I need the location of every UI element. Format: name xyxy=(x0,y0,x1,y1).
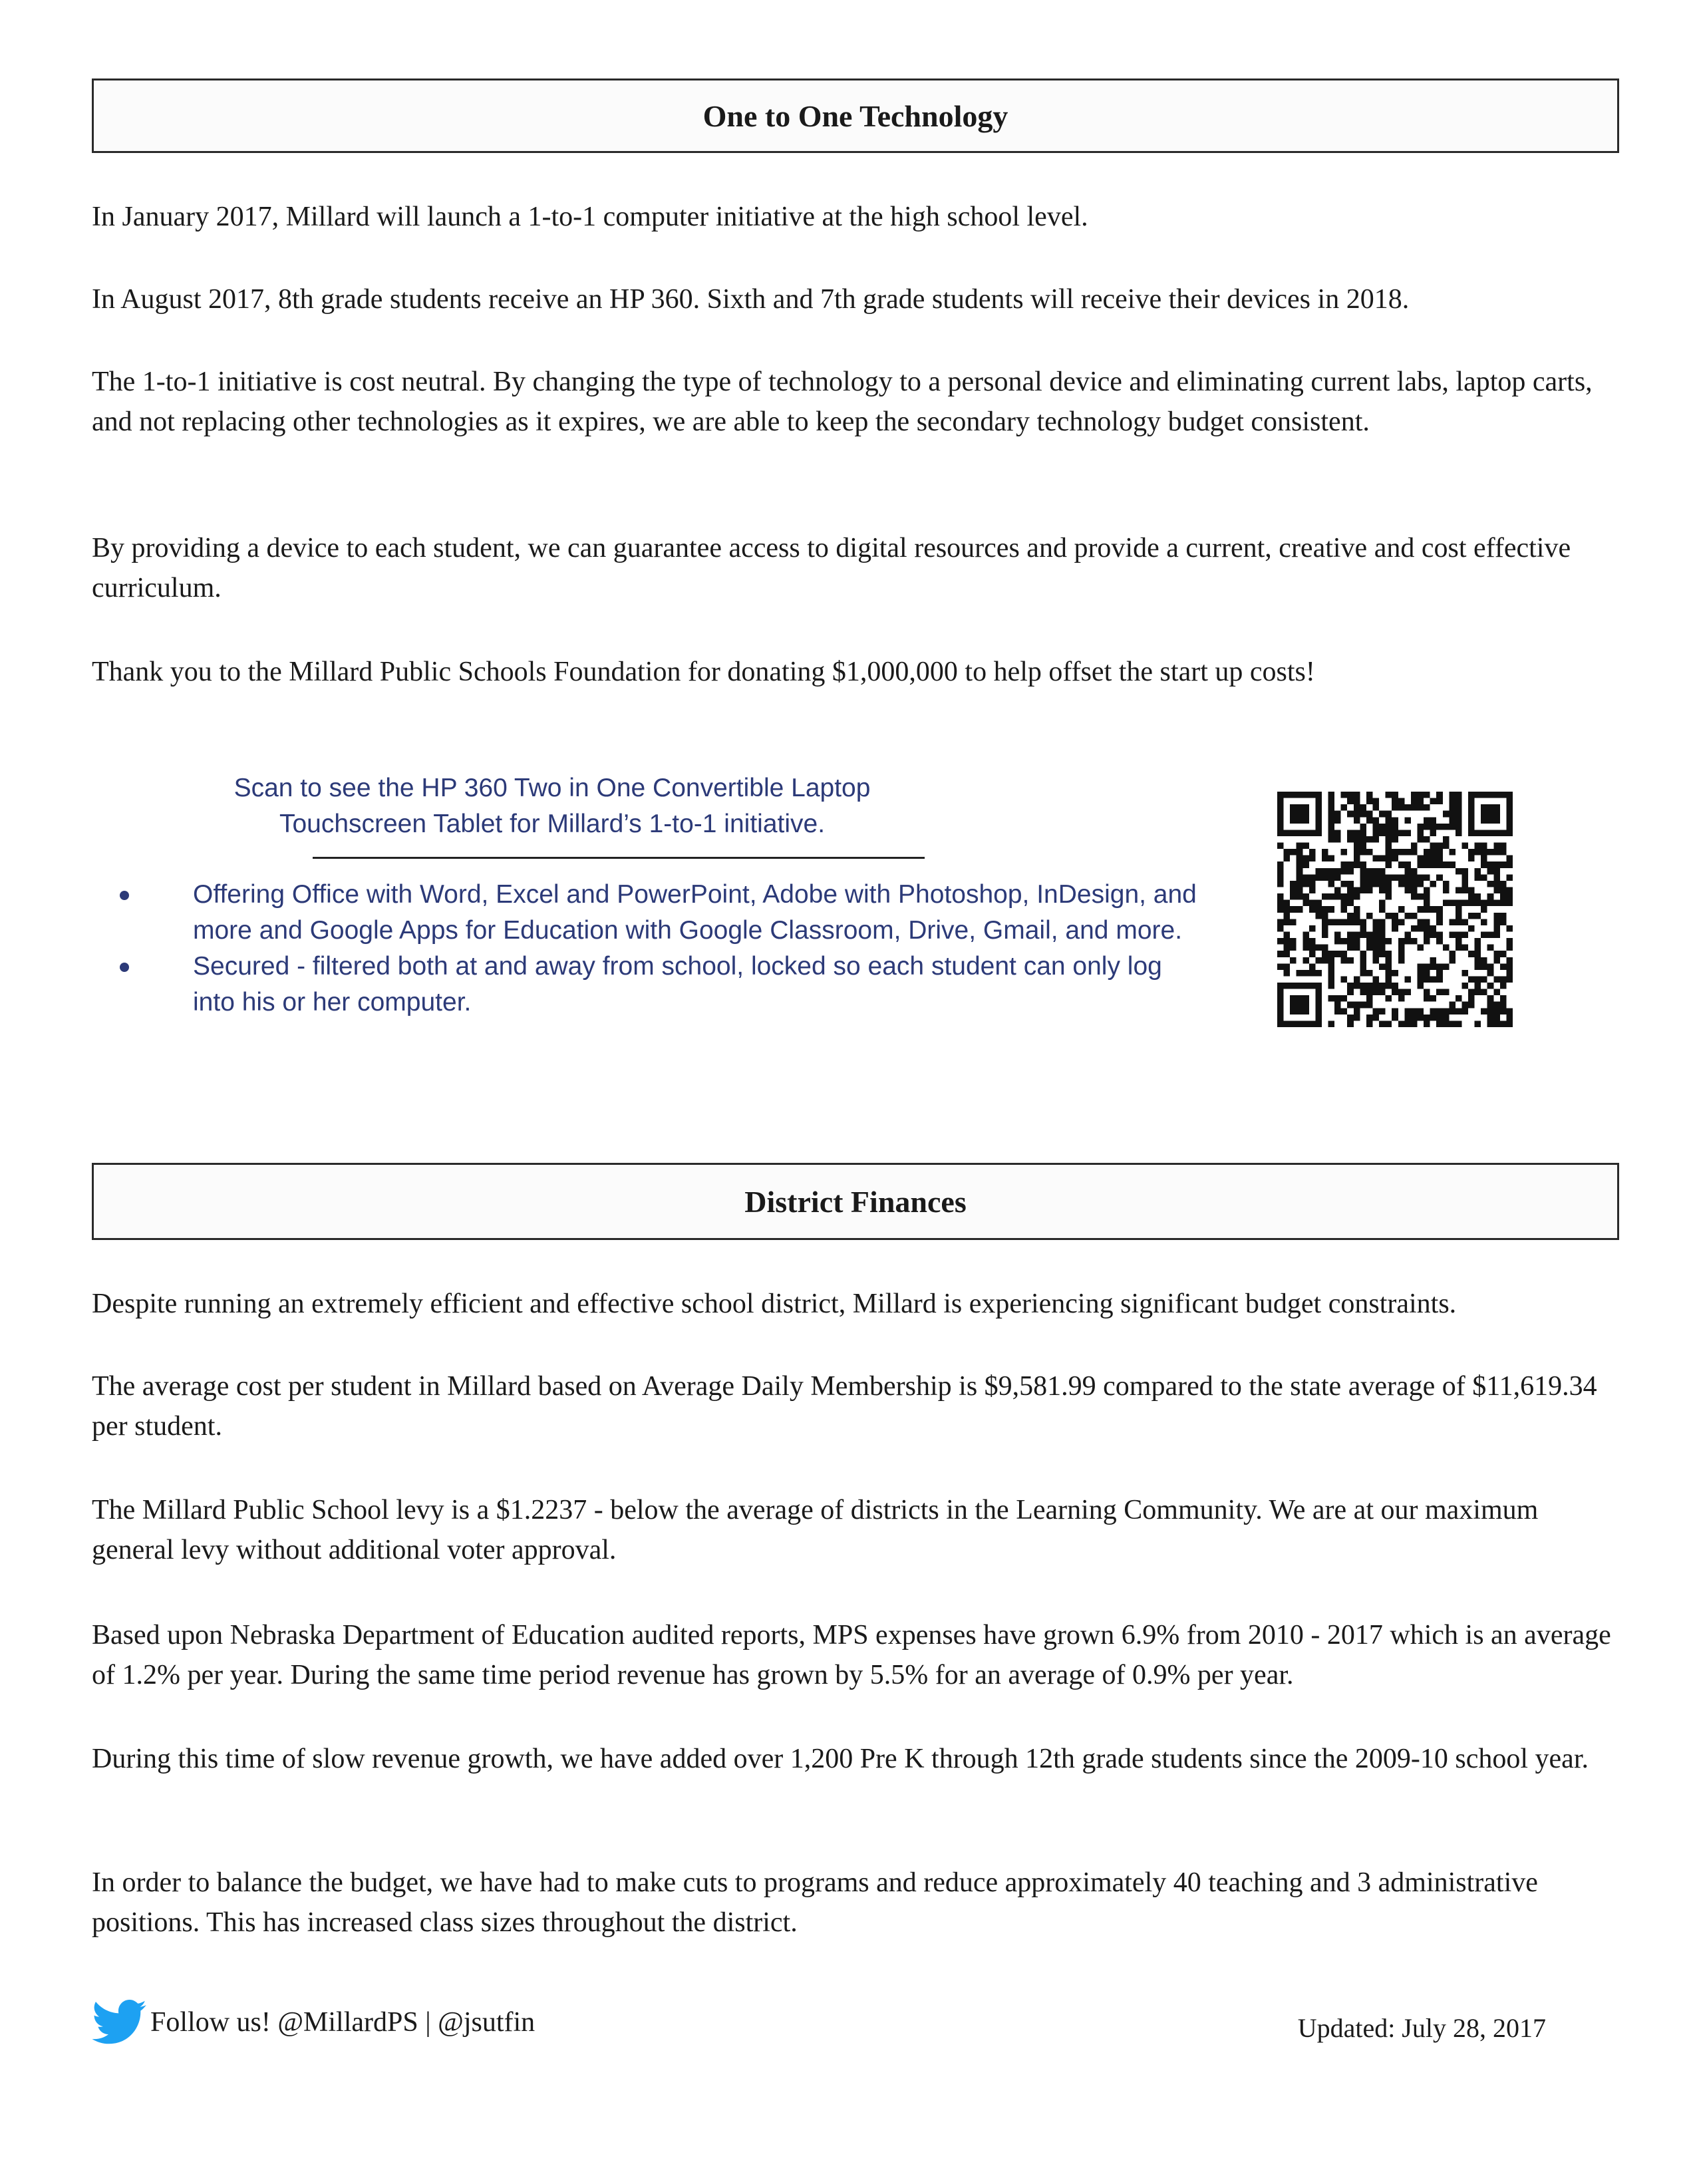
section-header-one-to-one xyxy=(92,78,1619,153)
paragraph: The average cost per student in Millard based on Average Daily Membership is $9,581.99 compared to the state average of $11,619.34 per student. xyxy=(92,1371,1597,1442)
feature-list xyxy=(120,877,1211,1020)
paragraph: Despite running an extremely efficient and effective school district, Millard is experiencing significant budget constraints. xyxy=(92,1289,1457,1319)
follow-text: Follow us! @MillardPS | @jsutfin xyxy=(150,2007,536,2038)
updated-date: Updated: July 28, 2017 xyxy=(1297,2013,1546,2043)
list-item-text: Offering Office with Word, Excel and PowerPoint, Adobe with Photoshop, InDesign, and more and Google Apps for Education with Google Classroom, Drive, Gmail, and more. xyxy=(193,880,1197,945)
paragraph: In order to balance the budget, we have had to make cuts to programs and reduce approximately 40 teaching and 3 administrative positions. This has increased class sizes throughout the district. xyxy=(92,1867,1538,1938)
footer-follow xyxy=(92,1996,535,2049)
qr-code-icon[interactable] xyxy=(1272,792,1518,1027)
paragraph: Thank you to the Millard Public Schools Foundation for donating $1,000,000 to help offset the start up costs! xyxy=(92,657,1315,687)
twitter-icon[interactable] xyxy=(92,2000,146,2045)
list-item xyxy=(120,949,1211,1020)
scan-caption-line1: Scan to see the HP 360 Two in One Convertible Laptop xyxy=(233,774,871,802)
bullet-icon xyxy=(120,891,129,900)
paragraph: The 1-to-1 initiative is cost neutral. By changing the type of technology to a personal device and eliminating current labs, laptop carts, and not replacing other technologies as it expires, we are able to keep the secondary technology budget consistent. xyxy=(92,367,1593,437)
paragraph: Based upon Nebraska Department of Education audited reports, MPS expenses have grown 6.9% from 2010 - 2017 which is an average of 1.2% per year. During the same time period revenue has grown by 5.5% for an average of 0.9% per year. xyxy=(92,1620,1611,1690)
list-item xyxy=(120,877,1211,949)
list-item-text: Secured - filtered both at and away from school, locked so each student can only log into his or her computer. xyxy=(193,952,1162,1016)
paragraph: By providing a device to each student, we can guarantee access to digital resources and provide a current, creative and cost effective curriculum. xyxy=(92,533,1571,603)
section-header-district-finances xyxy=(92,1163,1619,1240)
caption-divider xyxy=(313,857,925,859)
paragraph: In August 2017, 8th grade students receive an HP 360. Sixth and 7th grade students will receive their devices in 2018. xyxy=(92,284,1410,315)
paragraph: The Millard Public School levy is a $1.2237 - below the average of districts in the Learning Community. We are at our maximum general levy without additional voter approval. xyxy=(92,1495,1539,1565)
paragraph: During this time of slow revenue growth, we have added over 1,200 Pre K through 12th grade students since the 2009-10 school year. xyxy=(92,1744,1589,1774)
bullet-icon xyxy=(120,963,129,972)
scan-caption-line2: Touchscreen Tablet for Millard’s 1-to-1 initiative. xyxy=(279,810,826,838)
section-title-district-finances: District Finances xyxy=(744,1184,967,1219)
section-title-one-to-one: One to One Technology xyxy=(702,98,1008,133)
paragraph: In January 2017, Millard will launch a 1-to-1 computer initiative at the high school level. xyxy=(92,202,1088,232)
scan-caption xyxy=(220,770,885,842)
